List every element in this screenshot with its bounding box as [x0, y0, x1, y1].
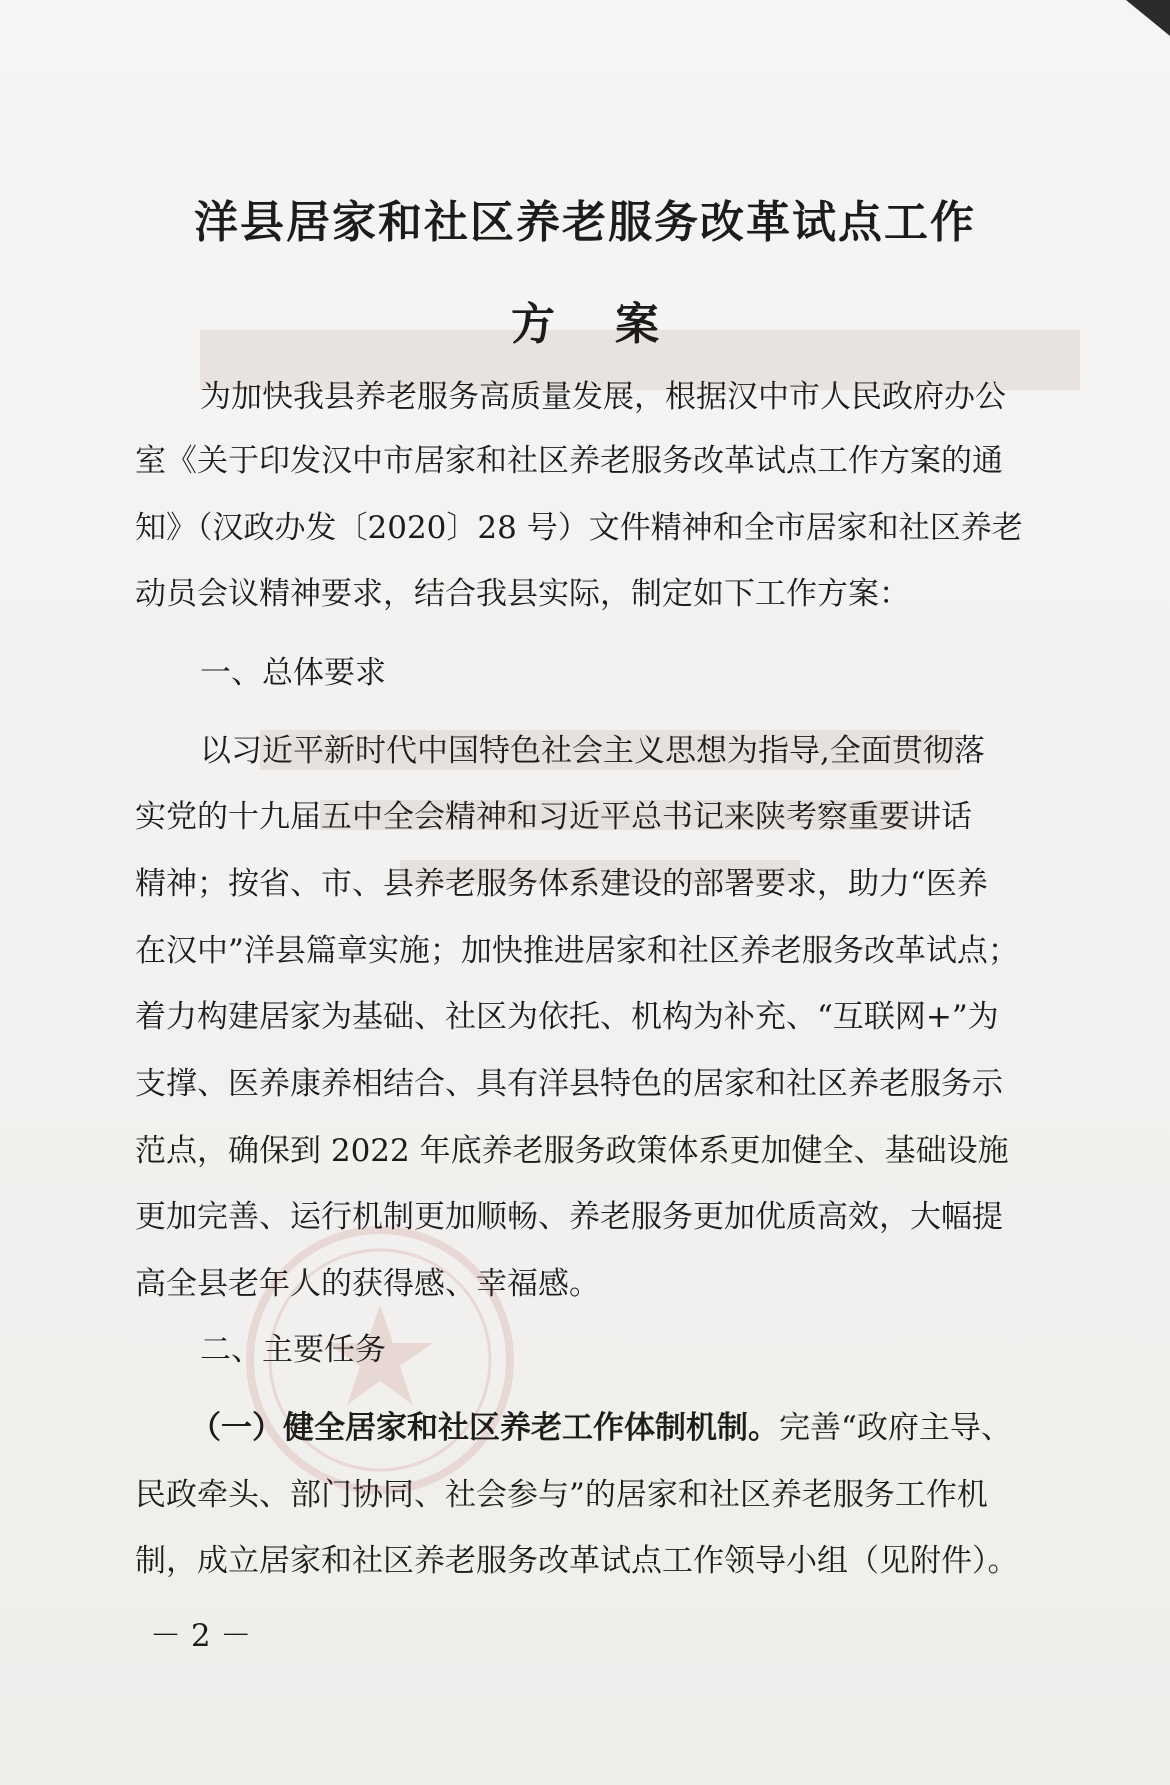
section1-line-4: 在汉中”洋县篇章实施；加快推进居家和社区养老服务改革试点；	[135, 933, 1019, 969]
document-title-line2: 方案	[511, 299, 719, 350]
intro-line-3: 知》（汉政办发〔2020〕28 号）文件精神和全市居家和社区养老	[135, 510, 1023, 546]
section1-line-7: 范点，确保到 2022 年底养老服务政策体系更加健全、基础设施	[135, 1133, 1009, 1169]
subsection1-line-3: 制，成立居家和社区养老服务改革试点工作领导小组（见附件）。	[135, 1543, 1019, 1579]
intro-line-1: 为加快我县养老服务高质量发展，根据汉中市人民政府办公	[200, 379, 1006, 415]
page-number: － 2 －	[150, 1618, 252, 1654]
subsection1-line-1	[0, 1408, 1170, 1448]
document-title-line1: 洋县居家和社区养老服务改革试点工作	[194, 197, 976, 248]
section2-heading: 二、主要任务	[200, 1332, 386, 1368]
section1-line-8: 更加完善、运行机制更加顺畅、养老服务更加优质高效，大幅提	[135, 1199, 1003, 1235]
section1-line-1: 以习近平新时代中国特色社会主义思想为指导,全面贯彻落	[200, 733, 985, 769]
subsection1-line-1-rest: 完善“政府主导、	[779, 1410, 1012, 1446]
section1-line-6: 支撑、医养康养相结合、具有洋县特色的居家和社区养老服务示	[135, 1066, 1003, 1102]
intro-line-2: 室《关于印发汉中市居家和社区养老服务改革试点工作方案的通	[135, 443, 1003, 479]
subsection1-title: （一）健全居家和社区养老工作体制机制。	[190, 1410, 779, 1446]
subsection1-line-2: 民政牵头、部门协同、社会参与”的居家和社区养老服务工作机	[135, 1477, 988, 1513]
section1-line-5: 着力构建居家为基础、社区为依托、机构为补充、“互联网+”为	[135, 999, 999, 1035]
section1-line-2: 实党的十九届五中全会精神和习近平总书记来陕考察重要讲话	[135, 799, 972, 835]
section1-line-9: 高全县老年人的获得感、幸福感。	[135, 1266, 600, 1302]
intro-line-4: 动员会议精神要求，结合我县实际，制定如下工作方案：	[135, 576, 910, 612]
page-corner-shadow	[1126, 0, 1170, 36]
section1-line-3: 精神；按省、市、县养老服务体系建设的部署要求，助力“医养	[135, 866, 988, 902]
section1-heading: 一、总体要求	[200, 655, 386, 691]
